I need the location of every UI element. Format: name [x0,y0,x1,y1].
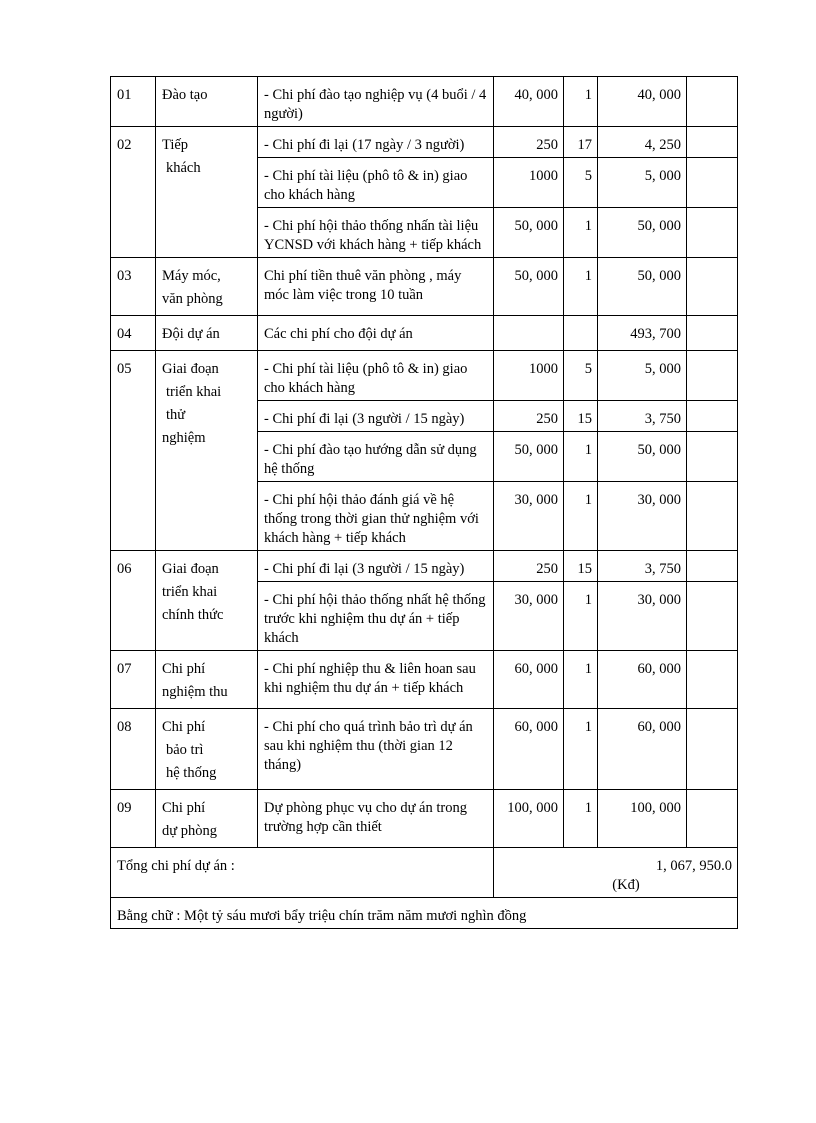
table-row [111,77,738,127]
category-line: triển khai [166,384,222,400]
category [156,651,258,709]
quantity: 1 [564,582,598,651]
category-line: bảo trì [166,742,204,758]
table-row [111,651,738,709]
category-line: Đội dự án [162,326,220,342]
quantity: 1 [564,77,598,127]
item-description: - Chi phí hội thảo đánh giá về hệ thống trong thời gian thử nghiệm với khách hàng + tiếp khách [258,482,494,551]
category-line: Chi phí [162,800,206,816]
category-line: Chi phí [162,661,206,677]
quantity: 5 [564,351,598,401]
cost-table-body [111,77,738,848]
category [156,790,258,848]
category [156,127,258,258]
amount: 50, 000 [598,208,687,258]
unit-price: 50, 000 [494,432,564,482]
note-cell [687,582,738,651]
category-line: Giai đoạn [162,361,219,377]
item-description: - Chi phí tài liệu (phô tô & in) giao cho khách hàng [258,158,494,208]
unit-price: 50, 000 [494,208,564,258]
note-cell [687,401,738,432]
quantity: 1 [564,482,598,551]
amount-in-words-row [111,898,738,929]
note-cell [687,208,738,258]
category-line: khách [166,160,201,176]
quantity [564,316,598,351]
cost-table-footer [111,848,738,929]
row-number: 04 [111,316,156,351]
quantity: 1 [564,208,598,258]
table-row [111,790,738,848]
amount: 3, 750 [598,401,687,432]
item-description: Dự phòng phục vụ cho dự án trong trường hợp cần thiết [258,790,494,848]
unit-price: 30, 000 [494,582,564,651]
category-line: thử [166,407,186,423]
total-row [111,848,738,898]
unit-price: 50, 000 [494,258,564,316]
item-description: - Chi phí đi lại (3 người / 15 ngày) [258,551,494,582]
category-line: dự phòng [162,823,217,839]
amount: 30, 000 [598,482,687,551]
note-cell [687,127,738,158]
unit-price: 250 [494,127,564,158]
amount-in-words: Bằng chữ : Một tỷ sáu mươi bẩy triệu chín trăm năm mươi nghìn đồng [111,898,738,929]
quantity: 1 [564,651,598,709]
row-number: 08 [111,709,156,790]
item-description: - Chi phí đi lại (3 người / 15 ngày) [258,401,494,432]
category-line: Tiếp [162,137,189,153]
unit-price: 40, 000 [494,77,564,127]
category-line: chính thức [162,607,224,623]
total-label: Tổng chi phí dự án : [111,848,494,898]
item-description: - Chi phí đào tạo nghiệp vụ (4 buổi / 4 người) [258,77,494,127]
unit-price [494,316,564,351]
table-row [111,127,738,158]
quantity: 1 [564,709,598,790]
row-number: 05 [111,351,156,551]
note-cell [687,651,738,709]
table-row [111,351,738,401]
category [156,258,258,316]
unit-price: 60, 000 [494,651,564,709]
quantity: 15 [564,551,598,582]
amount: 60, 000 [598,651,687,709]
unit-price: 30, 000 [494,482,564,551]
category-line: văn phòng [162,291,223,307]
amount: 60, 000 [598,709,687,790]
category-line: Chi phí [162,719,206,735]
unit-price: 1000 [494,158,564,208]
note-cell [687,158,738,208]
category [156,551,258,651]
amount: 100, 000 [598,790,687,848]
item-description: Các chi phí cho đội dự án [258,316,494,351]
quantity: 1 [564,432,598,482]
note-cell [687,709,738,790]
note-cell [687,316,738,351]
amount: 5, 000 [598,351,687,401]
note-cell [687,551,738,582]
item-description: - Chi phí cho quá trình bảo trì dự án sau khi nghiệm thu (thời gian 12 tháng) [258,709,494,790]
item-description: Chi phí tiền thuê văn phòng , máy móc làm việc trong 10 tuần [258,258,494,316]
amount: 50, 000 [598,258,687,316]
amount: 4, 250 [598,127,687,158]
item-description: - Chi phí hội thảo thống nhấn tài liệu YCNSD với khách hàng + tiếp khách [258,208,494,258]
table-row [111,316,738,351]
category-line: Máy móc, [162,268,221,284]
category-line: triển khai [162,584,218,600]
row-number: 09 [111,790,156,848]
category [156,77,258,127]
category [156,709,258,790]
quantity: 5 [564,158,598,208]
quantity: 1 [564,258,598,316]
note-cell [687,482,738,551]
category-line: nghiệm thu [162,684,228,700]
row-number: 06 [111,551,156,651]
table-row [111,709,738,790]
table-row [111,258,738,316]
amount: 50, 000 [598,432,687,482]
note-cell [687,77,738,127]
item-description: - Chi phí đào tạo hướng dẫn sử dụng hệ thống [258,432,494,482]
unit-price: 250 [494,401,564,432]
quantity: 17 [564,127,598,158]
row-number: 07 [111,651,156,709]
item-description: - Chi phí đi lại (17 ngày / 3 người) [258,127,494,158]
item-description: - Chi phí tài liệu (phô tô & in) giao cho khách hàng [258,351,494,401]
row-number: 03 [111,258,156,316]
row-number: 02 [111,127,156,258]
note-cell [687,790,738,848]
unit-price: 1000 [494,351,564,401]
amount: 40, 000 [598,77,687,127]
category-line: nghiệm [162,430,206,446]
note-cell [687,432,738,482]
amount: 30, 000 [598,582,687,651]
unit-price: 100, 000 [494,790,564,848]
total-value-cell [494,848,738,898]
amount: 3, 750 [598,551,687,582]
table-row [111,551,738,582]
unit-price: 250 [494,551,564,582]
quantity: 1 [564,790,598,848]
category-line: Đào tạo [162,87,208,103]
note-cell [687,258,738,316]
item-description: - Chi phí hội thảo thống nhất hệ thống trước khi nghiệm thu dự án + tiếp khách [258,582,494,651]
row-number: 01 [111,77,156,127]
category [156,351,258,551]
amount: 5, 000 [598,158,687,208]
item-description: - Chi phí nghiệp thu & liên hoan sau khi nghiệm thu dự án + tiếp khách [258,651,494,709]
quantity: 15 [564,401,598,432]
unit-price: 60, 000 [494,709,564,790]
category [156,316,258,351]
note-cell [687,351,738,401]
category-line: hệ thống [166,765,217,781]
project-cost-table [110,76,738,929]
total-unit: (Kđ) [612,877,640,893]
category-line: Giai đoạn [162,561,219,577]
total-value: 1, 067, 950.0 [655,858,732,874]
amount: 493, 700 [598,316,687,351]
